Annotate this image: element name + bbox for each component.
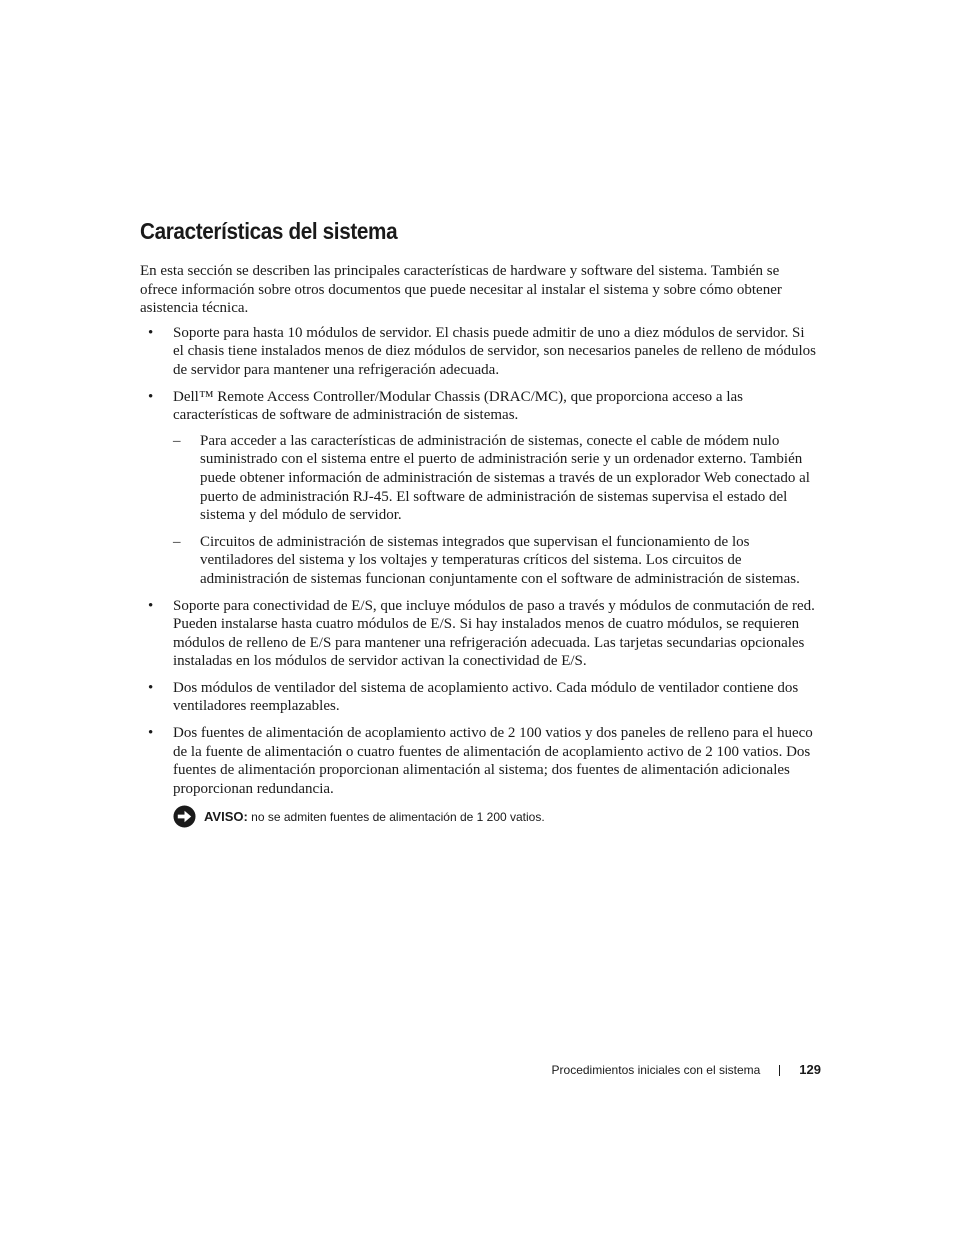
feature-list: [140, 324, 816, 799]
page-footer: [552, 1062, 821, 1078]
page-content: [140, 216, 816, 829]
notice-label: AVISO:: [204, 809, 248, 825]
sub-list-item-text: Para acceder a las características de administración de sistemas, conecte el cable de módem nulo suministrado con el sistema entre el puerto de administración serie y un ordenador externo. También puede obtener información de administración de sistemas a través de un explorador Web conectado al puerto de administración RJ-45. El software de administración de sistemas supervisa el estado del sistema y del módulo de servidor.: [200, 432, 810, 524]
notice-text: no se admiten fuentes de alimentación de 1 200 vatios.: [247, 810, 545, 825]
list-item-text: Soporte para conectividad de E/S, que incluye módulos de paso a través y módulos de conmutación de red. Pueden instalarse hasta cuatro módulos de E/S. Si hay instalados menos de cuatro módulos, se requieren módulos de relleno de E/S para mantener una refrigeración adecuada. Las tarjetas secundarias opcionales instaladas en los módulos de servidor activan la conectividad de E/S.: [173, 597, 815, 670]
bullet-marker: •: [148, 388, 154, 405]
dash-marker: –: [173, 533, 181, 550]
dash-marker: –: [173, 432, 181, 449]
list-item: [140, 597, 816, 671]
sub-list-item: [173, 533, 816, 589]
bullet-marker: •: [148, 324, 154, 341]
page-number: 129: [799, 1062, 821, 1077]
bullet-marker: •: [148, 725, 154, 742]
notice-box: [173, 805, 816, 829]
list-item: [140, 324, 816, 380]
footer-separator: [779, 1065, 780, 1076]
list-item-text: Soporte para hasta 10 módulos de servidor. El chasis puede admitir de uno a diez módulos de servidor. Si el chasis tiene instalados menos de diez módulos de servidor, son necesarios paneles de relleno de módulos de servidor para mantener una refrigeración adecuada.: [173, 324, 816, 378]
list-item: [140, 679, 816, 716]
arrow-right-circle-icon: [173, 805, 196, 828]
sub-list-item: [173, 432, 816, 525]
sub-list: [173, 432, 816, 589]
footer-chapter-title: Procedimientos iniciales con el sistema: [551, 1063, 761, 1077]
bullet-marker: •: [148, 679, 154, 696]
list-item: [140, 388, 816, 589]
sub-list-item-text: Circuitos de administración de sistemas integrados que supervisan el funcionamiento de los ventiladores del sistema y los voltajes y temperaturas críticos del sistema. Los circuitos de administración de sistemas funcionan conjuntamente con el software de administración de sistemas.: [200, 533, 800, 587]
intro-paragraph: En esta sección se describen las principales características de hardware y software del sistema. También se ofrece información sobre otros documentos que puede necesitar al instalar el sistema y sobre cómo obtener asistencia técnica.: [140, 263, 782, 317]
list-item-text: Dell™ Remote Access Controller/Modular Chassis (DRAC/MC), que proporciona acceso a las características de software de administración de sistemas.: [173, 388, 743, 424]
list-item-text: Dos módulos de ventilador del sistema de acoplamiento activo. Cada módulo de ventilador contiene dos ventiladores reemplazables.: [173, 679, 799, 715]
list-item: [140, 724, 816, 798]
list-item-text: Dos fuentes de alimentación de acoplamiento activo de 2 100 vatios y dos paneles de relleno para el hueco de la fuente de alimentación o cuatro fuentes de alimentación de acoplamiento activo de 2 100 vatios. Dos fuentes de alimentación proporcionan alimentación al sistema; dos fuentes de alimentación adicionales proporcionan redundancia.: [173, 725, 813, 797]
section-title: Características del sistema: [140, 218, 398, 244]
bullet-marker: •: [148, 597, 154, 614]
